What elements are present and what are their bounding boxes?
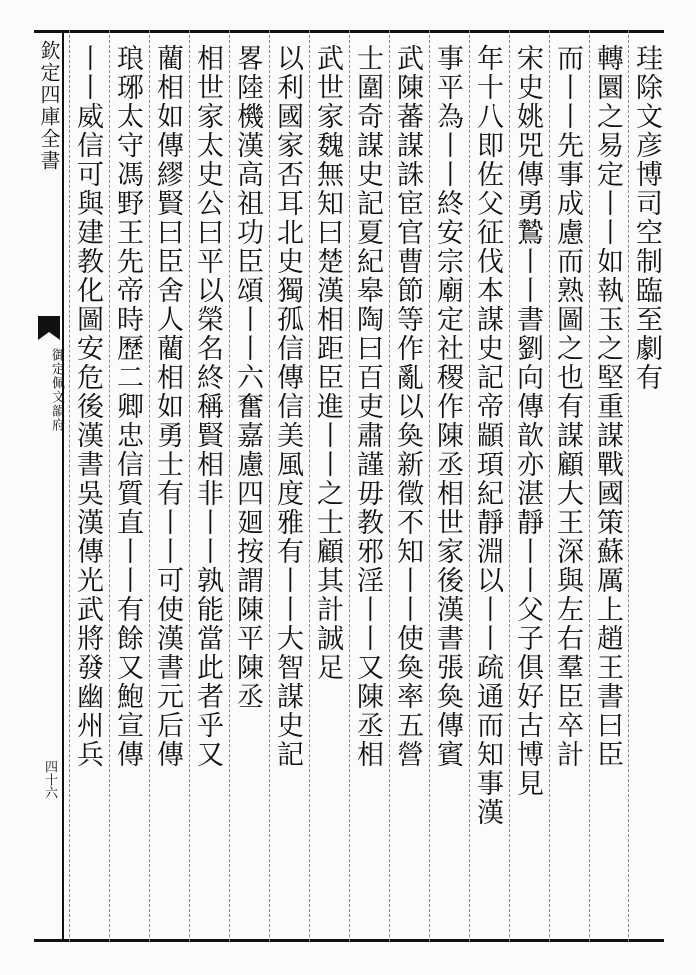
text-column: 宋史姚兕傳勇鷙丨丨書劉向傳歆亦湛靜丨丨父子俱好古博見 — [509, 30, 545, 942]
fishtail-mark — [38, 316, 60, 332]
page-margin — [34, 30, 64, 942]
page-number: 四十六 — [42, 760, 57, 799]
edition-title: 御定佩文韻府 — [49, 348, 64, 432]
text-column: 畧陸機漢高祖功臣頌丨丨六奮嘉慮四廻按謂陳平陳丞 — [229, 30, 265, 942]
text-column: 琅琊太守馮野王先帝時歷二卿忠信質直丨丨有餘又鮑宣傳 — [109, 30, 145, 942]
text-column: 以利國家否耳北史獨孤信傳信美風度雅有丨丨大智謀史記 — [269, 30, 305, 942]
text-column: 轉圜之易定丨丨如執玉之堅重謀戰國策蘇厲上趙王書曰臣 — [589, 30, 625, 942]
text-column: 事平為丨丨終安宗廟定社稷作陳丞相世家後漢書張奐傳賓 — [429, 30, 465, 942]
book-title: 欽定四庫全書 — [37, 40, 61, 172]
text-column: 藺相如傳繆賢曰臣舍人藺相如勇士有丨丨可使漢書元后傳 — [149, 30, 185, 942]
text-column: 珪除文彦博司空制臨至劇有 — [628, 30, 664, 942]
text-body — [66, 30, 664, 942]
text-column: 丨丨威信可與建教化圖安危後漢書吳漢傳光武將發幽州兵 — [69, 30, 105, 942]
text-column: 武陳蕃謀誅宦官曹節等作亂以奐新徵不知丨丨使奐率五營 — [389, 30, 425, 942]
text-column: 相世家太史公曰平以榮名終稱賢相非丨丨孰能當此者乎又 — [189, 30, 225, 942]
text-column: 而丨丨先事成慮而熟圖之也有謀顧大王深與左右羣臣卒計 — [549, 30, 585, 942]
text-column: 士圍奇謀史記夏紀皋陶曰百吏肅謹毋教邪淫丨丨又陳丞相 — [349, 30, 385, 942]
text-column: 年十八即佐父征伐本謀史記帝顓頊紀靜淵以丨丨疏通而知事漢 — [469, 30, 505, 942]
text-column: 武世家魏無知曰楚漢相距臣進丨丨之士顧其計誠足 — [309, 30, 345, 942]
